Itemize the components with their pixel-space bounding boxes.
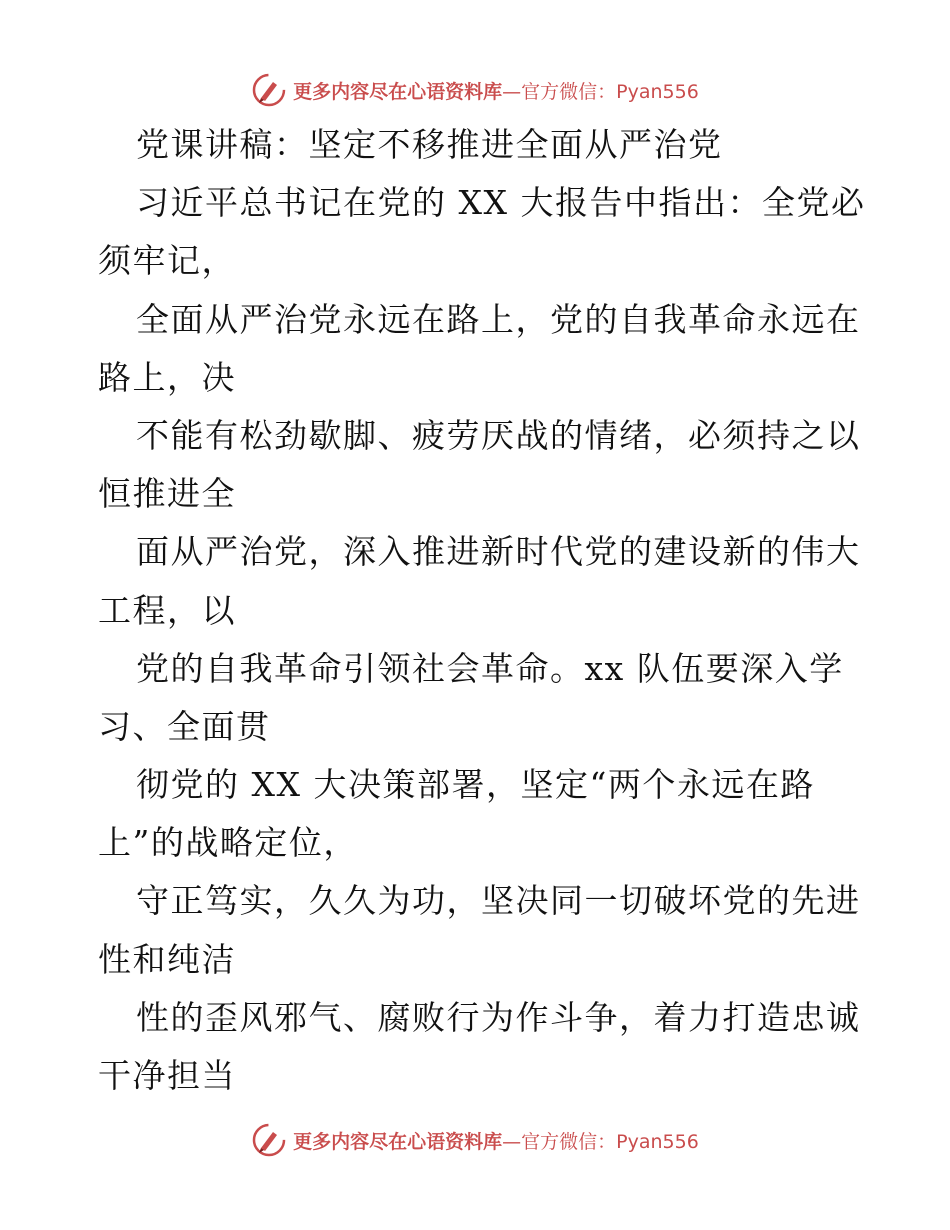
paragraph-line: 干净担当: [98, 1056, 236, 1095]
paragraph-line: 面从严治党，深入推进新时代党的建设新的伟大: [136, 532, 861, 572]
paragraph-line: 性的歪风邪气、腐败行为作斗争，着力打造忠诚: [136, 997, 861, 1037]
pen-logo-icon: [251, 1122, 287, 1158]
paragraph-line: 彻党的 XX 大决策部署，坚定“两个永远在路: [136, 765, 815, 805]
header-watermark-text: 更多内容尽在心语资料库—官方微信：Pyan556: [293, 80, 699, 103]
footer-watermark: [0, 1120, 950, 1160]
paragraph-line: 工程，以: [98, 590, 236, 630]
paragraph-line: 党的自我革命引领社会革命。xx 队伍要深入学: [136, 648, 844, 688]
paragraph-line: 习、全面贯: [98, 706, 271, 746]
document-body: [98, 116, 866, 1105]
pen-logo-icon: [251, 72, 287, 108]
paragraph-line: 上”的战略定位，: [98, 823, 358, 863]
paragraph-line: 须牢记，: [98, 241, 236, 281]
paragraph-line: 全面从严治党永远在路上，党的自我革命永远在: [136, 299, 861, 339]
paragraph-line: 性和纯洁: [98, 939, 236, 979]
paragraph-line: 不能有松劲歇脚、疲劳厌战的情绪，必须持之以: [136, 415, 861, 455]
document-title-line: 党课讲稿：坚定不移推进全面从严治党: [136, 125, 723, 164]
footer-watermark-text: 更多内容尽在心语资料库—官方微信：Pyan556: [293, 1130, 699, 1153]
paragraph-line: 路上，决: [98, 357, 236, 397]
paragraph-line: 守正笃实，久久为功，坚决同一切破坏党的先进: [136, 881, 861, 921]
paragraph-line: 恒推进全: [98, 474, 236, 514]
header-watermark: [0, 70, 950, 110]
paragraph-line: 习近平总书记在党的 XX 大报告中指出：全党必: [136, 183, 866, 223]
